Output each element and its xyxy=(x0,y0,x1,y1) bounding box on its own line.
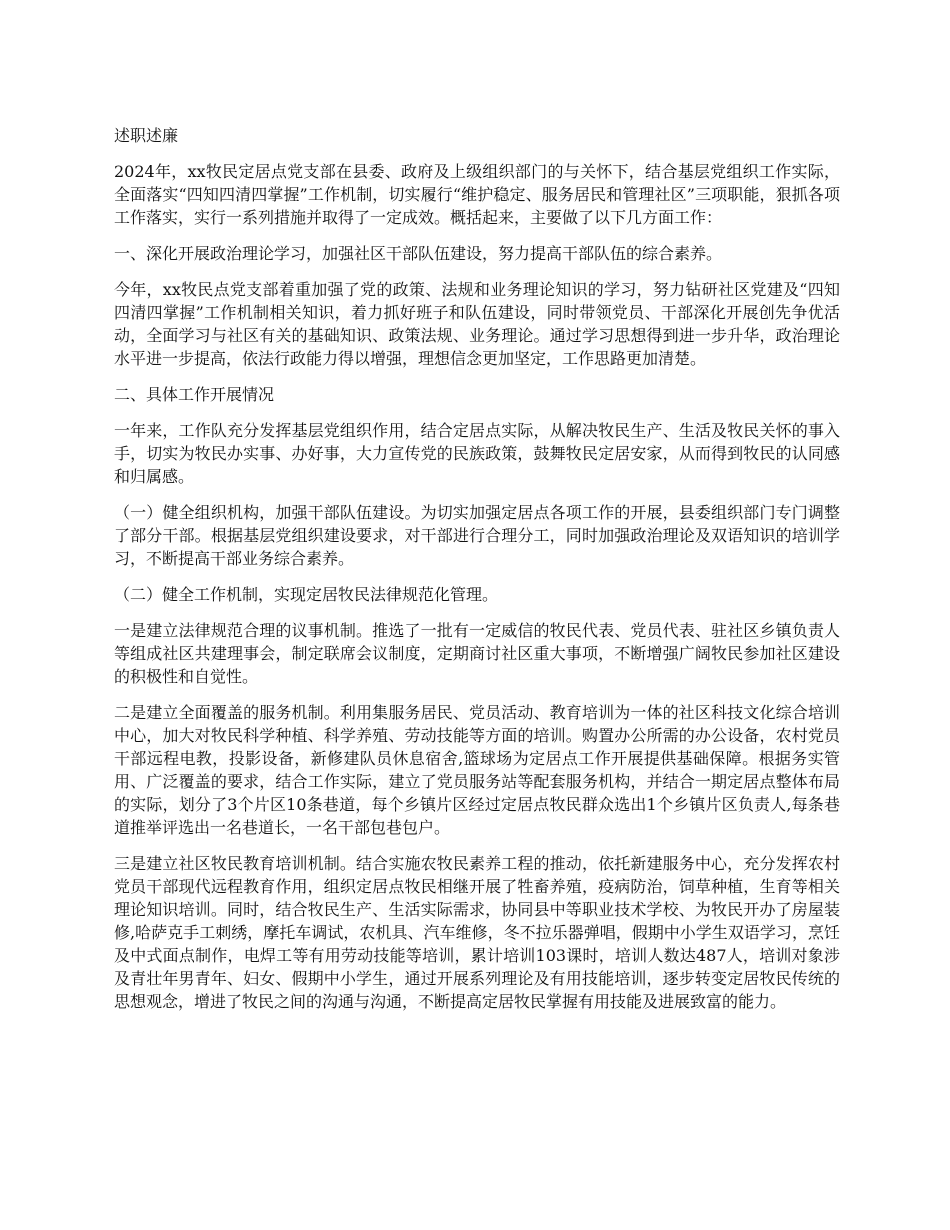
training-mechanism-paragraph: 三是建立社区牧民教育培训机制。结合实施农牧民素养工程的推动，依托新建服务中心，充分发挥农村党员干部现代远程教育作用，组织定居点牧民相继开展了牲畜养殖，疫病防治，饲草种植，生育等相关理论知识培训。同时，结合牧民生产、生活实际需求，协同县中等职业技术学校、为牧民开办了房屋装修,哈萨克手工刺绣，摩托车调试，农机具、汽车维修，冬不拉乐器弹唱，假期中小学生双语学习，烹饪及中式面点制作，电焊工等有用劳动技能等培训，累计培训103课时，培训人数达487人，培训对象涉及青壮年男青年、妇女、假期中小学生，通过开展系列理论及有用技能培训，逐步转变定居牧民传统的思想观念，增进了牧民之间的沟通与沟通，不断提高定居牧民掌握有用技能及进展致富的能力。 xyxy=(114,854,840,1011)
document-title: 述职述廉 xyxy=(114,126,179,145)
service-mechanism-paragraph: 二是建立全面覆盖的服务机制。利用集服务居民、党员活动、教育培训为一体的社区科技文化综合培训中心，加大对牧民科学种植、科学养殖、劳动技能等方面的培训。购置办公所需的办公设备，农村党员干部远程电教，投影设备，新修建队员休息宿舍,篮球场为定居点工作开展提供基础保障。根据务实管用、广泛覆盖的要求，结合工作实际，建立了党员服务站等配套服务机构，并结合一期定居点整体布局的实际，划分了3个片区10条巷道，每个乡镇片区经过定居点牧民群众选出1个乡镇片区负责人,每条巷道推举评选出一名巷道长，一名干部包巷包户。 xyxy=(114,703,840,837)
section-heading-one: 一、深化开展政治理论学习，加强社区干部队伍建设，努力提高干部队伍的综合素养。 xyxy=(114,244,723,263)
subsection-heading-mechanism: （二）健全工作机制，实现定居牧民法律规范化管理。 xyxy=(114,585,499,604)
section-heading-two: 二、具体工作开展情况 xyxy=(114,385,275,404)
organization-paragraph: （一）健全组织机构，加强干部队伍建设。为切实加强定居点各项工作的开展，县委组织部门专门调整了部分干部。根据基层党组织建设要求，对干部进行合理分工，同时加强政治理论及双语知识的培训学习，不断提高干部业务综合素养。 xyxy=(114,503,840,568)
overview-paragraph: 一年来，工作队充分发挥基层党组织作用，结合定居点实际，从解决牧民生产、生活及牧民关怀的事入手，切实为牧民办实事、办好事，大力宣传党的民族政策，鼓舞牧民定居安家，从而得到牧民的认同感和归属感。 xyxy=(114,421,840,486)
council-mechanism-paragraph: 一是建立法律规范合理的议事机制。推选了一批有一定威信的牧民代表、党员代表、驻社区乡镇负责人等组成社区共建理事会，制定联席会议制度，定期商讨社区重大事项，不断增强广阔牧民参加社区建设的积极性和自觉性。 xyxy=(114,621,840,686)
intro-paragraph: 2024年，xx牧民定居点党支部在县委、政府及上级组织部门的与关怀下，结合基层党组织工作实际，全面落实“四知四清四掌握”工作机制，切实履行“维护稳定、服务居民和管理社区”三项职能，狠抓各项工作落实，实行一系列措施并取得了一定成效。概括起来，主要做了以下几方面工作： xyxy=(114,162,840,227)
theory-study-paragraph: 今年，xx牧民点党支部着重加强了党的政策、法规和业务理论知识的学习，努力钻研社区党建及“四知四清四掌握”工作机制相关知识，着力抓好班子和队伍建设，同时带领党员、干部深化开展创先争优活动，全面学习与社区有关的基础知识、政策法规、业务理论。通过学习思想得到进一步升华，政治理论水平进一步提高，依法行政能力得以增强，理想信念更加坚定，工作思路更加清楚。 xyxy=(114,280,840,368)
